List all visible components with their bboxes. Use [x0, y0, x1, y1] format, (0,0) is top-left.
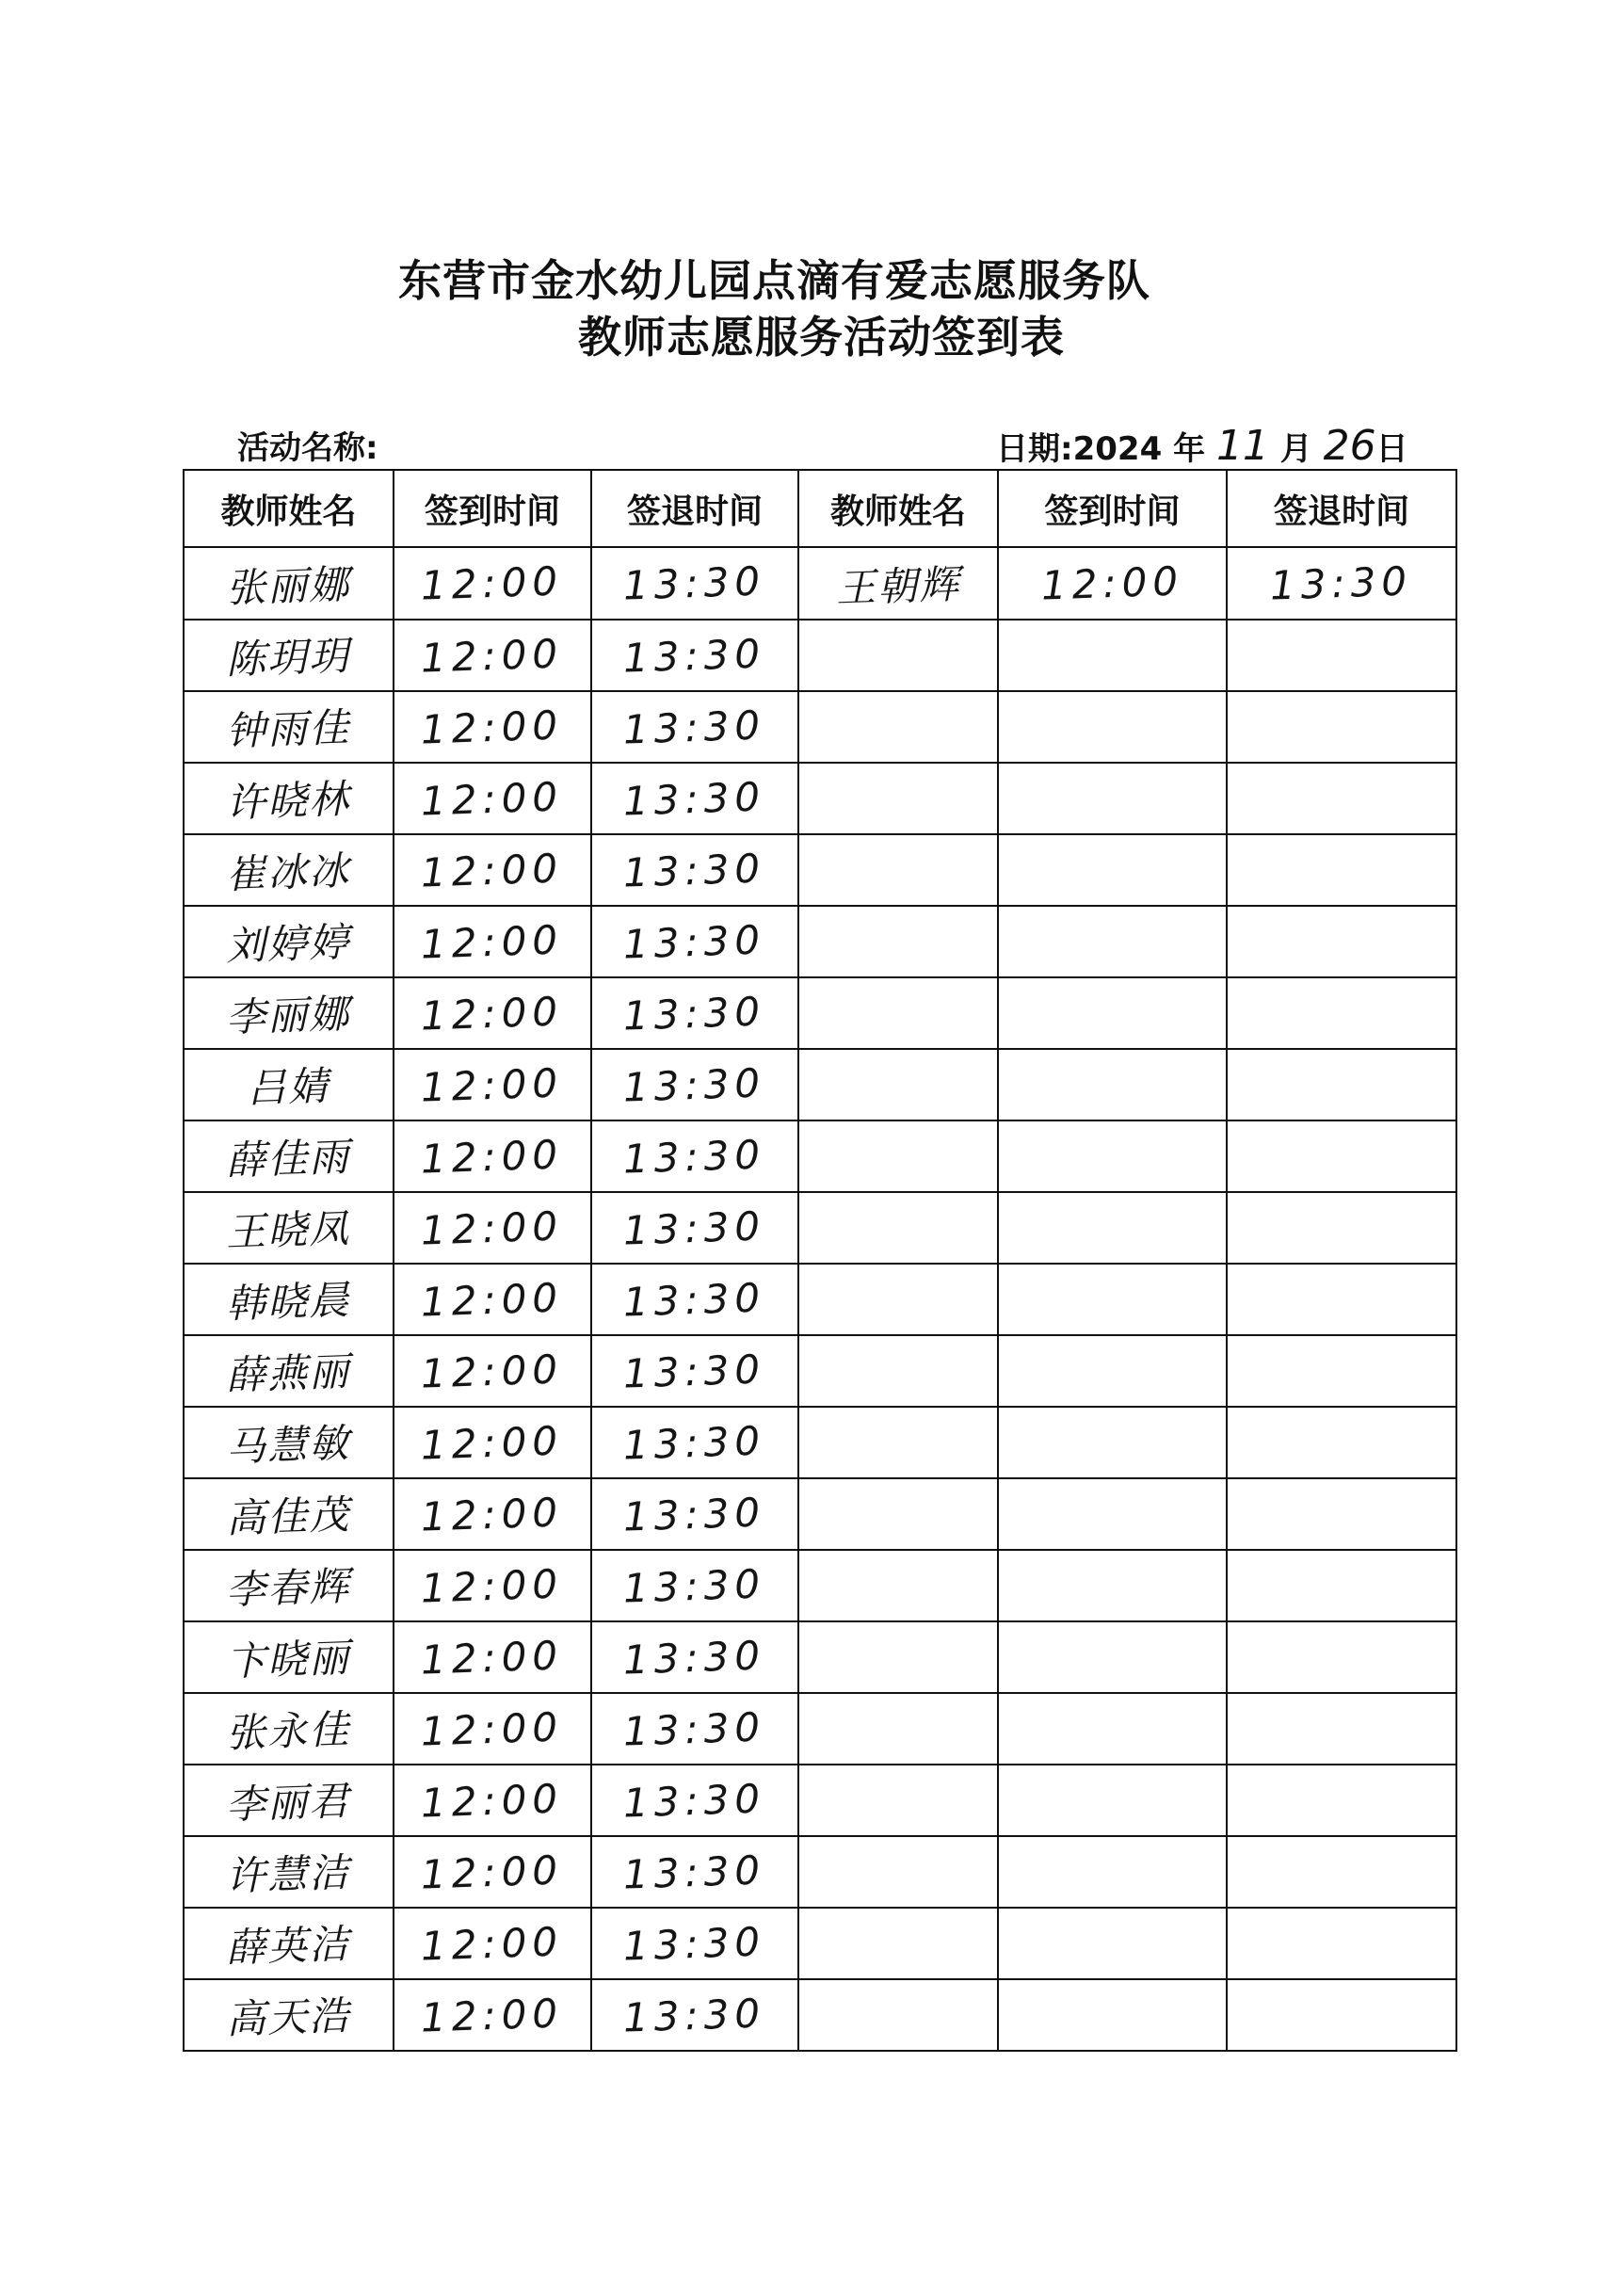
- sign-in-time-cell: [998, 1765, 1227, 1836]
- sign-in-time-cell: [998, 620, 1227, 691]
- teacher-name-cell: [184, 834, 394, 906]
- handwritten-time: 13:30: [622, 1416, 767, 1469]
- sign-in-time-cell: [394, 1550, 591, 1621]
- table-row: [184, 1765, 1456, 1836]
- sign-out-time-cell: [591, 1120, 798, 1192]
- header-sign-in-right: 签到时间: [998, 470, 1227, 547]
- handwritten-name: 高佳茂: [225, 1491, 352, 1542]
- sign-out-time-cell: [1227, 1407, 1456, 1478]
- table-row: [184, 1478, 1456, 1550]
- sign-in-time-cell: [998, 1979, 1227, 2051]
- sign-out-time-cell: [591, 977, 798, 1049]
- table-row: [184, 1908, 1456, 1979]
- sign-in-table: [183, 469, 1457, 2052]
- sign-out-time-cell: [1227, 691, 1456, 763]
- handwritten-time: 12:00: [420, 1058, 565, 1111]
- teacher-name-cell: [798, 1693, 998, 1765]
- table-row: [184, 1120, 1456, 1192]
- sign-out-time-cell: [591, 1836, 798, 1908]
- handwritten-time: 12:00: [1040, 557, 1184, 609]
- sign-in-time-cell: [998, 1621, 1227, 1693]
- sign-in-time-cell: [998, 1264, 1227, 1335]
- handwritten-name: 吕婧: [246, 1062, 331, 1112]
- teacher-name-cell: [184, 1836, 394, 1908]
- handwritten-name: 李丽君: [225, 1777, 352, 1829]
- teacher-name-cell: [184, 620, 394, 691]
- sign-in-time-cell: [998, 1335, 1227, 1407]
- sign-in-time-cell: [998, 1836, 1227, 1908]
- sign-in-time-cell: [394, 834, 591, 906]
- handwritten-name: 卞晓丽: [225, 1634, 352, 1685]
- handwritten-time: 12:00: [420, 1989, 565, 2041]
- teacher-name-cell: [798, 547, 998, 620]
- sign-out-time-cell: [1227, 1049, 1456, 1120]
- handwritten-time: 12:00: [420, 1774, 565, 1827]
- sign-in-time-cell: [394, 1478, 591, 1550]
- sign-out-time-cell: [1227, 1120, 1456, 1192]
- handwritten-time: 13:30: [622, 1559, 767, 1612]
- sign-out-time-cell: [1227, 1979, 1456, 2051]
- header-sign-out-left: 签退时间: [591, 470, 798, 547]
- sign-in-time-cell: [394, 1049, 591, 1120]
- handwritten-time: 13:30: [622, 1130, 767, 1183]
- handwritten-time: 12:00: [420, 844, 565, 896]
- handwritten-time: 13:30: [622, 772, 767, 825]
- sign-out-time-cell: [591, 691, 798, 763]
- table-row: [184, 834, 1456, 906]
- sign-in-time-cell: [394, 1693, 591, 1765]
- sign-out-time-cell: [1227, 1693, 1456, 1765]
- handwritten-name: 崔冰冰: [225, 846, 352, 898]
- sign-in-time-cell: [998, 906, 1227, 977]
- handwritten-time: 12:00: [420, 1488, 565, 1540]
- sign-in-time-cell: [998, 1120, 1227, 1192]
- handwritten-time: 12:00: [420, 772, 565, 825]
- sign-out-time-cell: [591, 1049, 798, 1120]
- handwritten-name: 薛英洁: [225, 1920, 352, 1972]
- handwritten-time: 12:00: [420, 1130, 565, 1183]
- sign-out-time-cell: [591, 1478, 798, 1550]
- sign-out-time-cell: [591, 1621, 798, 1693]
- teacher-name-cell: [184, 1335, 394, 1407]
- teacher-name-cell: [184, 1979, 394, 2051]
- sign-out-time-cell: [1227, 977, 1456, 1049]
- date-day: 26: [1323, 422, 1376, 470]
- sign-out-time-cell: [591, 1264, 798, 1335]
- handwritten-name: 陈玥玥: [225, 632, 352, 684]
- teacher-name-cell: [798, 1192, 998, 1264]
- teacher-name-cell: [798, 1407, 998, 1478]
- sign-out-time-cell: [1227, 1621, 1456, 1693]
- page-subtitle: 教师志愿服务活动签到表: [578, 312, 1065, 363]
- teacher-name-cell: [798, 977, 998, 1049]
- handwritten-time: 12:00: [420, 987, 565, 1040]
- sign-out-time-cell: [1227, 906, 1456, 977]
- handwritten-time: 13:30: [622, 1702, 767, 1755]
- handwritten-time: 12:00: [420, 1559, 565, 1612]
- sign-out-time-cell: [591, 1335, 798, 1407]
- sign-in-time-cell: [998, 547, 1227, 620]
- handwritten-name: 张永佳: [225, 1705, 352, 1757]
- sign-in-time-cell: [998, 1407, 1227, 1478]
- handwritten-time: 13:30: [622, 1989, 767, 2041]
- handwritten-name: 刘婷婷: [225, 918, 352, 970]
- teacher-name-cell: [184, 547, 394, 620]
- sign-out-time-cell: [1227, 1765, 1456, 1836]
- teacher-name-cell: [184, 1120, 394, 1192]
- table-row: [184, 620, 1456, 691]
- sign-in-time-cell: [394, 1621, 591, 1693]
- table-row: [184, 1264, 1456, 1335]
- sign-out-time-cell: [591, 834, 798, 906]
- handwritten-time: 13:30: [622, 844, 767, 896]
- sign-in-time-cell: [394, 691, 591, 763]
- teacher-name-cell: [184, 1049, 394, 1120]
- table-row: [184, 1550, 1456, 1621]
- handwritten-time: 13:30: [622, 557, 767, 609]
- sign-out-time-cell: [591, 1979, 798, 2051]
- teacher-name-cell: [798, 1550, 998, 1621]
- handwritten-time: 13:30: [622, 1273, 767, 1326]
- sign-out-time-cell: [591, 1192, 798, 1264]
- sign-in-time-cell: [394, 1264, 591, 1335]
- teacher-name-cell: [184, 1264, 394, 1335]
- handwritten-time: 13:30: [622, 1917, 767, 1970]
- teacher-name-cell: [184, 906, 394, 977]
- handwritten-time: 13:30: [622, 1488, 767, 1540]
- teacher-name-cell: [184, 977, 394, 1049]
- teacher-name-cell: [184, 1621, 394, 1693]
- table-row: [184, 691, 1456, 763]
- handwritten-name: 李丽娜: [225, 990, 352, 1041]
- handwritten-time: 12:00: [420, 701, 565, 753]
- sign-out-time-cell: [591, 1908, 798, 1979]
- sign-in-time-cell: [394, 1836, 591, 1908]
- handwritten-time: 13:30: [622, 629, 767, 682]
- handwritten-name: 许慧洁: [225, 1848, 352, 1900]
- sign-in-time-cell: [998, 1478, 1227, 1550]
- sign-in-time-cell: [998, 1908, 1227, 1979]
- sign-in-time-cell: [998, 1693, 1227, 1765]
- date-year-unit: 年: [1173, 430, 1206, 468]
- table-body: [184, 547, 1456, 2051]
- sign-out-time-cell: [1227, 1192, 1456, 1264]
- sign-in-time-cell: [394, 906, 591, 977]
- teacher-name-cell: [798, 1765, 998, 1836]
- teacher-name-cell: [798, 1264, 998, 1335]
- sign-in-time-cell: [998, 1049, 1227, 1120]
- sign-in-time-cell: [394, 1979, 591, 2051]
- page-title: 东营市金水幼儿园点滴有爱志愿服务队: [398, 255, 1150, 306]
- handwritten-time: 13:30: [622, 915, 767, 968]
- teacher-name-cell: [184, 763, 394, 834]
- table-row: [184, 1836, 1456, 1908]
- sign-out-time-cell: [591, 547, 798, 620]
- date-day-unit: 日: [1375, 430, 1408, 468]
- handwritten-name: 许晓林: [225, 775, 352, 827]
- handwritten-time: 12:00: [420, 1201, 565, 1254]
- handwritten-time: 12:00: [420, 915, 565, 968]
- handwritten-name: 钟雨佳: [225, 703, 352, 755]
- teacher-name-cell: [798, 1049, 998, 1120]
- sign-in-time-cell: [394, 763, 591, 834]
- handwritten-time: 12:00: [420, 1631, 565, 1684]
- sign-out-time-cell: [1227, 763, 1456, 834]
- table-row: [184, 1979, 1456, 2051]
- sign-out-time-cell: [1227, 547, 1456, 620]
- handwritten-time: 13:30: [622, 701, 767, 753]
- header-sign-in-left: 签到时间: [394, 470, 591, 547]
- sign-in-time-cell: [998, 1550, 1227, 1621]
- teacher-name-cell: [798, 834, 998, 906]
- handwritten-time: 12:00: [420, 629, 565, 682]
- handwritten-name: 薛燕丽: [225, 1347, 352, 1399]
- sign-out-time-cell: [591, 620, 798, 691]
- sign-in-time-cell: [394, 1335, 591, 1407]
- teacher-name-cell: [798, 1478, 998, 1550]
- handwritten-name: 高天浩: [225, 1991, 352, 2043]
- sign-in-time-cell: [394, 547, 591, 620]
- sign-in-time-cell: [394, 1765, 591, 1836]
- teacher-name-cell: [184, 1550, 394, 1621]
- handwritten-time: 12:00: [420, 1846, 565, 1898]
- header-teacher-name-right: 教师姓名: [798, 470, 998, 547]
- sign-out-time-cell: [591, 1407, 798, 1478]
- teacher-name-cell: [798, 1836, 998, 1908]
- handwritten-name: 薛佳雨: [225, 1133, 352, 1185]
- teacher-name-cell: [798, 1621, 998, 1693]
- sign-in-time-cell: [394, 977, 591, 1049]
- teacher-name-cell: [798, 1979, 998, 2051]
- sign-in-time-cell: [394, 620, 591, 691]
- teacher-name-cell: [184, 1192, 394, 1264]
- table-row: [184, 1621, 1456, 1693]
- sign-in-time-cell: [998, 763, 1227, 834]
- header-row: [184, 470, 1456, 547]
- teacher-name-cell: [184, 1478, 394, 1550]
- handwritten-time: 13:30: [622, 1201, 767, 1254]
- sign-in-time-cell: [394, 1407, 591, 1478]
- sign-in-time-cell: [998, 1192, 1227, 1264]
- handwritten-name: 马慧敏: [225, 1419, 352, 1471]
- table-row: [184, 547, 1456, 620]
- handwritten-time: 12:00: [420, 1416, 565, 1469]
- teacher-name-cell: [184, 1407, 394, 1478]
- handwritten-time: 12:00: [420, 1345, 565, 1397]
- teacher-name-cell: [798, 1335, 998, 1407]
- teacher-name-cell: [798, 1120, 998, 1192]
- sign-in-time-cell: [394, 1908, 591, 1979]
- handwritten-time: 13:30: [622, 1846, 767, 1898]
- table-row: [184, 1407, 1456, 1478]
- date-field: [996, 422, 1408, 470]
- handwritten-name: 张丽娜: [225, 560, 352, 611]
- teacher-name-cell: [798, 906, 998, 977]
- table-row: [184, 1049, 1456, 1120]
- teacher-name-cell: [184, 1765, 394, 1836]
- teacher-name-cell: [184, 1693, 394, 1765]
- teacher-name-cell: [798, 691, 998, 763]
- handwritten-time: 13:30: [1269, 557, 1414, 609]
- teacher-name-cell: [798, 620, 998, 691]
- handwritten-time: 13:30: [622, 1631, 767, 1684]
- sign-in-time-cell: [394, 1120, 591, 1192]
- handwritten-time: 13:30: [622, 1058, 767, 1111]
- sign-out-time-cell: [1227, 1836, 1456, 1908]
- date-month: 11: [1215, 422, 1269, 470]
- handwritten-name: 王朝辉: [835, 560, 961, 611]
- handwritten-time: 13:30: [622, 1774, 767, 1827]
- sign-out-time-cell: [591, 763, 798, 834]
- date-year: 2024: [1072, 430, 1163, 468]
- table-row: [184, 763, 1456, 834]
- teacher-name-cell: [184, 691, 394, 763]
- teacher-name-cell: [184, 1908, 394, 1979]
- sign-out-time-cell: [1227, 1264, 1456, 1335]
- handwritten-time: 13:30: [622, 1345, 767, 1397]
- table-row: [184, 1693, 1456, 1765]
- handwritten-name: 韩晓晨: [225, 1276, 352, 1328]
- sign-out-time-cell: [591, 1550, 798, 1621]
- handwritten-time: 12:00: [420, 557, 565, 609]
- header-teacher-name-left: 教师姓名: [184, 470, 394, 547]
- handwritten-time: 12:00: [420, 1917, 565, 1970]
- sign-out-time-cell: [591, 1693, 798, 1765]
- teacher-name-cell: [798, 1908, 998, 1979]
- table-row: [184, 977, 1456, 1049]
- sign-in-time-cell: [998, 977, 1227, 1049]
- sign-out-time-cell: [1227, 1550, 1456, 1621]
- activity-name-label: 活动名称:: [237, 429, 378, 467]
- sign-in-time-cell: [394, 1192, 591, 1264]
- table-row: [184, 1192, 1456, 1264]
- sign-in-time-cell: [998, 691, 1227, 763]
- handwritten-time: 13:30: [622, 987, 767, 1040]
- handwritten-name: 李春辉: [225, 1562, 352, 1614]
- teacher-name-cell: [798, 763, 998, 834]
- sign-out-time-cell: [1227, 834, 1456, 906]
- handwritten-name: 王晓凤: [225, 1204, 352, 1256]
- date-month-unit: 月: [1279, 430, 1312, 468]
- sign-out-time-cell: [591, 1765, 798, 1836]
- table-row: [184, 1335, 1456, 1407]
- sign-out-time-cell: [1227, 620, 1456, 691]
- sign-out-time-cell: [1227, 1478, 1456, 1550]
- sign-in-time-cell: [998, 834, 1227, 906]
- header-sign-out-right: 签退时间: [1227, 470, 1456, 547]
- date-label: 日期:: [996, 430, 1073, 468]
- handwritten-time: 12:00: [420, 1273, 565, 1326]
- sign-out-time-cell: [591, 906, 798, 977]
- table-row: [184, 906, 1456, 977]
- sign-out-time-cell: [1227, 1908, 1456, 1979]
- handwritten-time: 12:00: [420, 1702, 565, 1755]
- sign-out-time-cell: [1227, 1335, 1456, 1407]
